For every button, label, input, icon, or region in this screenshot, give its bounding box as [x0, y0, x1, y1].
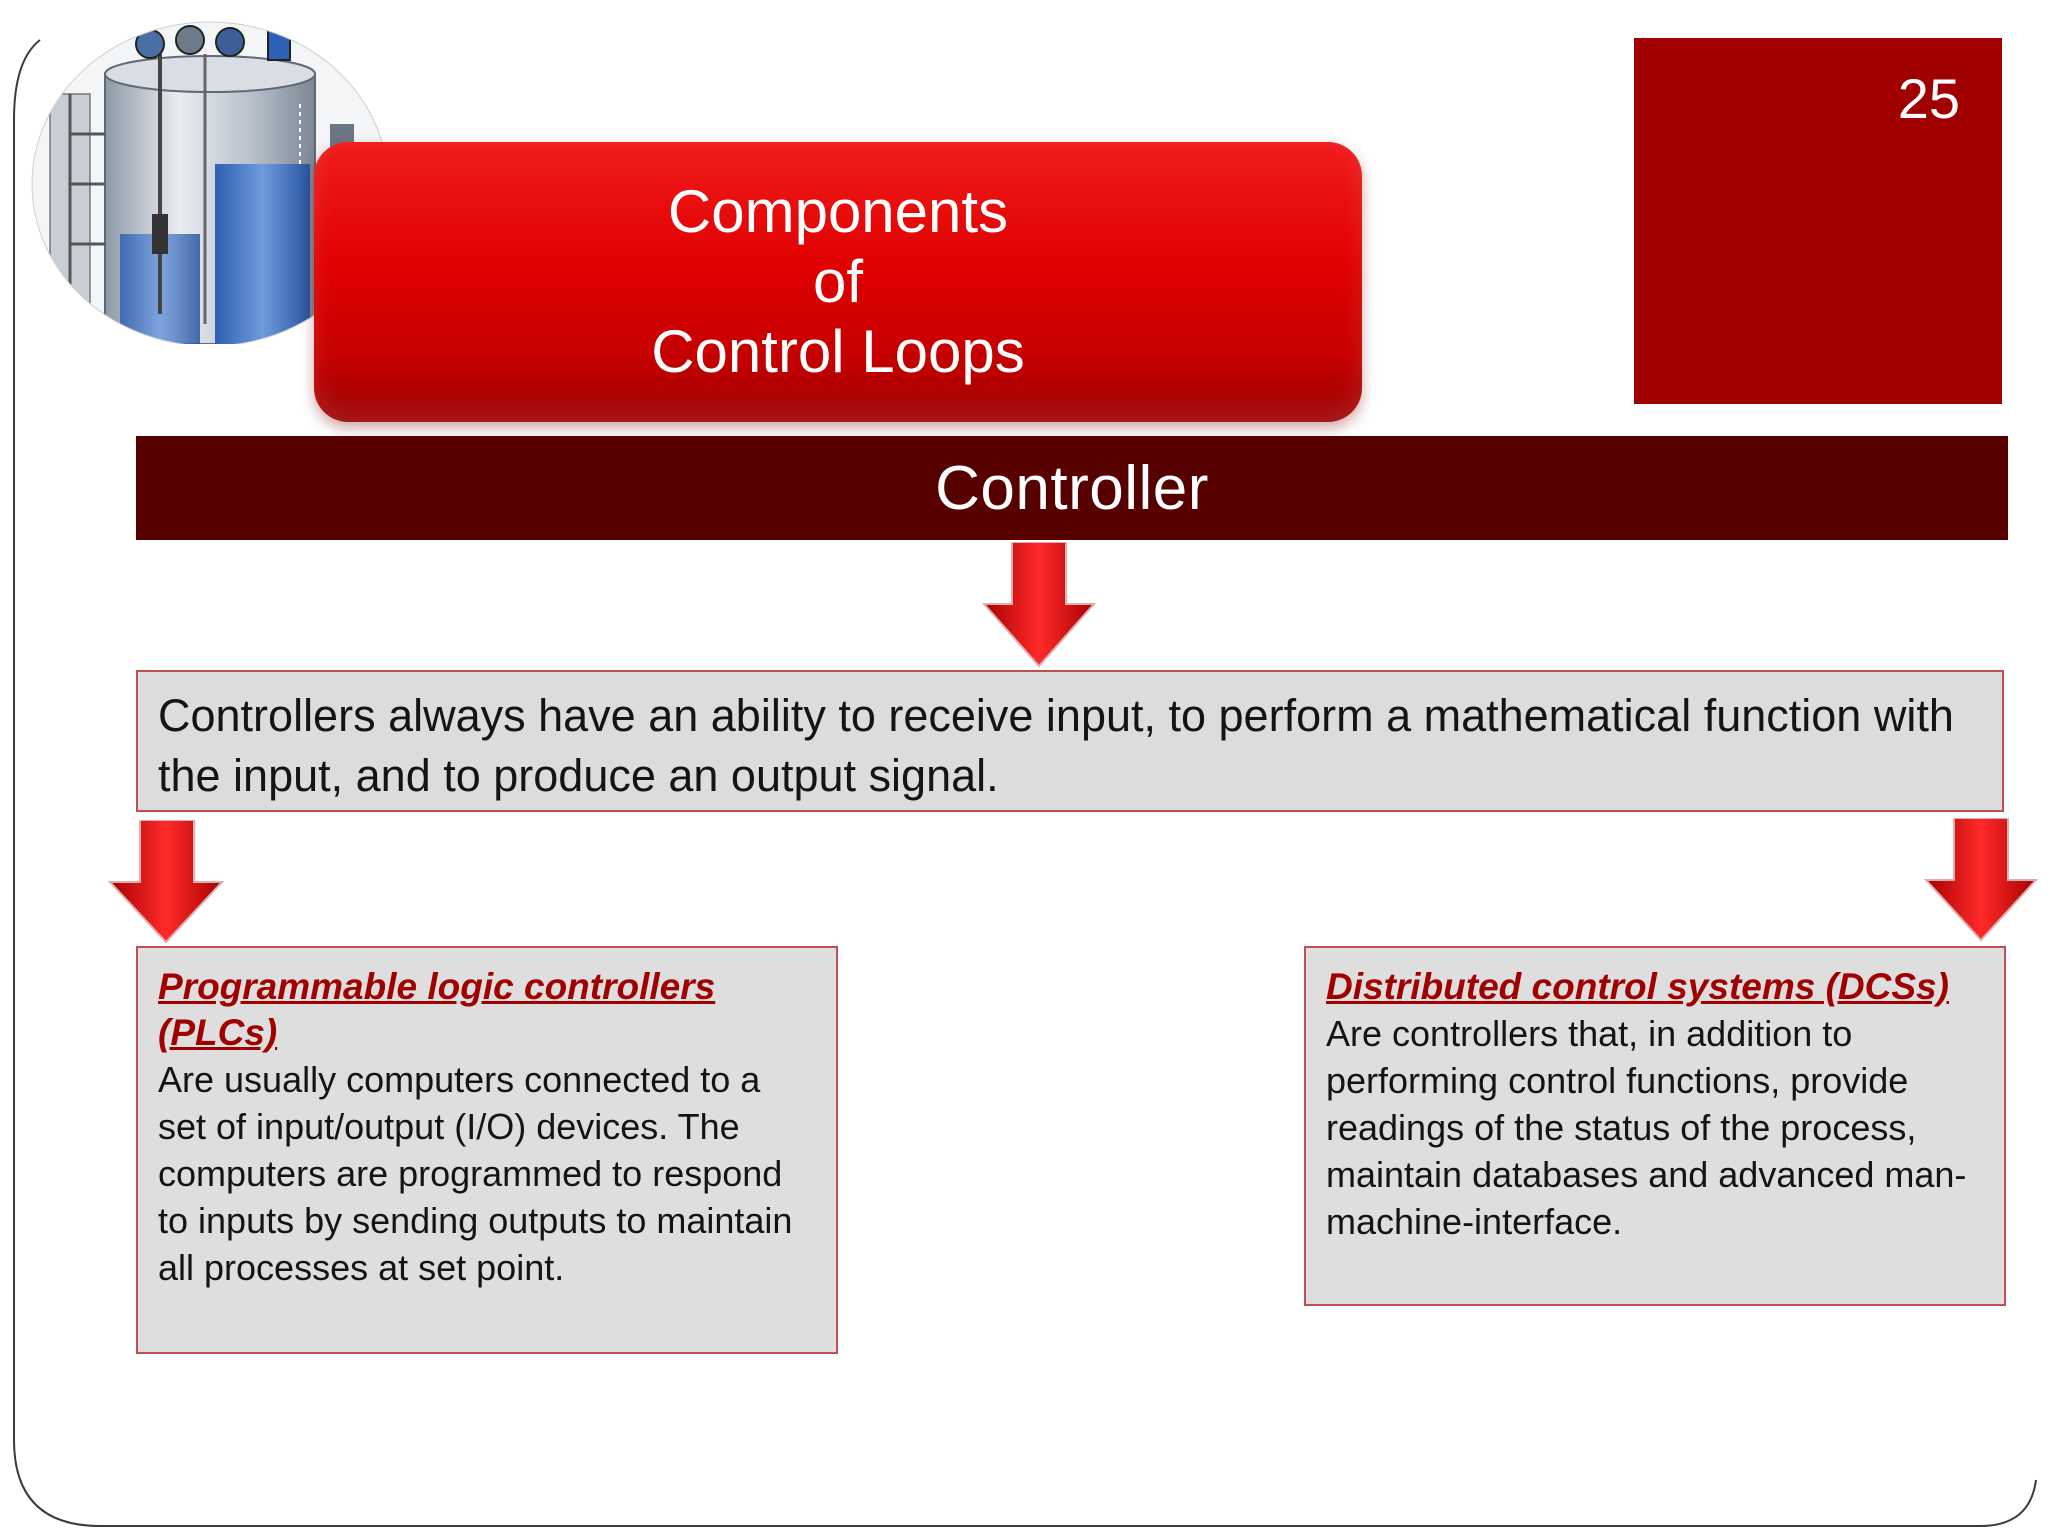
plc-body: Are usually computers connected to a set of input/output (I/O) devices. The computers are programmed to respond to inputs by sending outputs to maintain all processes at set point. — [158, 1059, 793, 1288]
page-number-box — [1634, 38, 2002, 404]
page-number: 25 — [1897, 67, 1960, 130]
arrow-down-right-icon — [1924, 818, 2038, 942]
arrow-down-icon — [982, 542, 1096, 668]
dcs-box — [1304, 946, 2006, 1306]
plc-heading: Programmable logic controllers (PLCs) — [158, 966, 716, 1053]
dcs-body: Are controllers that, in addition to performing control functions, provide readings of the status of the process, maintain databases and advanced man-machine-interface. — [1326, 1013, 1967, 1242]
arrow-down-left-icon — [108, 820, 224, 944]
description-text: Controllers always have an ability to receive input, to perform a mathematical function with the input, and to produce an output signal. — [158, 690, 1954, 801]
title-line-1: Components — [667, 178, 1009, 245]
controller-label: Controller — [935, 453, 1209, 523]
title-line-2: of — [812, 248, 864, 315]
title-banner — [314, 142, 1362, 422]
dcs-heading: Distributed control systems (DCSs) — [1326, 966, 1949, 1007]
description-box — [136, 670, 2004, 812]
controller-bar — [136, 436, 2008, 540]
plc-box — [136, 946, 838, 1354]
title-line-3: Control Loops — [651, 318, 1025, 385]
